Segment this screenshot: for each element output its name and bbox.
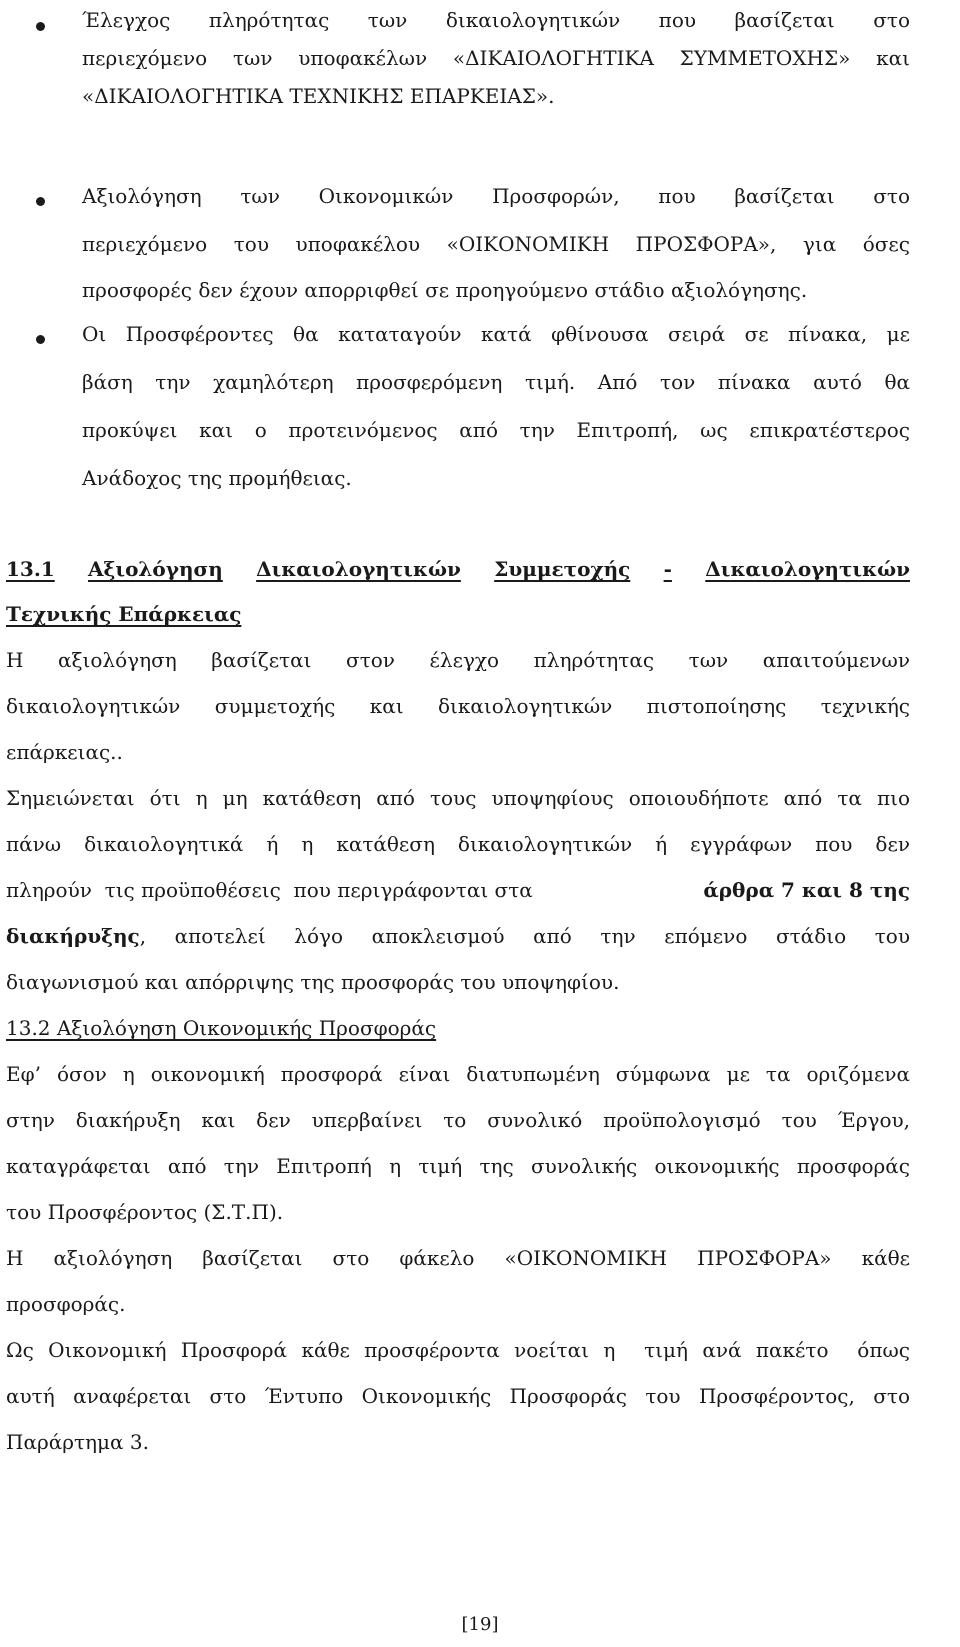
section-13-1-para-2-line-3: [6, 866, 910, 914]
section-13-2-para-1-line-3: καταγράφεται από την Επιτροπή η τιμή της συνολικής οικονομικής προσφοράς: [6, 1154, 910, 1178]
heading-dash: -: [663, 557, 672, 581]
heading-word: Αξιολόγηση: [88, 557, 223, 581]
section-13-2-para-3-line-2: αυτή αναφέρεται στο Έντυπο Οικονομικής Προσφοράς του Προσφέροντος, στο: [6, 1384, 910, 1408]
section-13-2-heading: 13.2 Αξιολόγηση Οικονομικής Προσφοράς: [6, 1016, 437, 1040]
heading-word: Συμμετοχής: [494, 557, 631, 581]
text-run: πληρούν τις προϋποθέσεις που περιγράφονται στα: [6, 878, 533, 902]
bullet-2-line-1: Αξιολόγηση των Οικονομικών Προσφορών, που βασίζεται στο: [82, 184, 910, 208]
bullet-dot-icon: [36, 335, 45, 344]
bullet-1-line-2: περιεχόμενο των υποφακέλων «ΔΙΚΑΙΟΛΟΓΗΤΙΚΑ ΣΥΜΜΕΤΟΧΗΣ» και: [82, 46, 910, 70]
section-13-2-para-3-line-3: Παράρτημα 3.: [6, 1430, 149, 1454]
section-number: 13.1: [6, 557, 55, 581]
bullet-3-line-3: προκύψει και ο προτεινόμενος από την Επιτροπή, ως επικρατέστερος: [82, 418, 910, 442]
section-13-1-para-2-line-5: διαγωνισμού και απόρριψης της προσφοράς του υποψηφίου.: [6, 970, 620, 994]
bullet-2-line-3: προσφορές δεν έχουν απορριφθεί σε προηγούμενο στάδιο αξιολόγησης.: [82, 278, 808, 302]
section-13-2-para-2-line-2: προσφοράς.: [6, 1292, 126, 1316]
section-13-2-para-3-line-1: Ως Οικονομική Προσφορά κάθε προσφέροντα νοείται η τιμή ανά πακέτο όπως: [6, 1338, 910, 1362]
bullet-3-line-2: βάση την χαμηλότερη προσφερόμενη τιμή. Από τον πίνακα αυτό θα: [82, 370, 910, 394]
section-13-1-para-2-line-1: Σημειώνεται ότι η μη κατάθεση από τους υποψηφίους οποιουδήποτε από τα πιο: [6, 786, 910, 810]
section-13-2-para-2-line-1: Η αξιολόγηση βασίζεται στο φάκελο «ΟΙΚΟΝΟΜΙΚΗ ΠΡΟΣΦΟΡΑ» κάθε: [6, 1246, 910, 1270]
section-13-2-para-1-line-1: Εφ’ όσον η οικονομική προσφορά είναι διατυπωμένη σύμφωνα με τα οριζόμενα: [6, 1062, 910, 1086]
section-13-1-para-1-line-3: επάρκειας..: [6, 740, 123, 764]
section-13-1-para-1-line-1: Η αξιολόγηση βασίζεται στον έλεγχο πληρότητας των απαιτούμενων: [6, 648, 910, 672]
bullet-dot-icon: [36, 197, 45, 206]
section-13-1-para-2-line-2: πάνω δικαιολογητικά ή η κατάθεση δικαιολογητικών ή εγγράφων που δεν: [6, 832, 910, 856]
text-run-bold: διακήρυξης: [6, 924, 140, 948]
section-13-1-heading-line-1: [6, 545, 910, 593]
heading-word: Δικαιολογητικών: [256, 557, 461, 581]
section-13-2-para-1-line-2: στην διακήρυξη και δεν υπερβαίνει το συνολικό προϋπολογισμό του Έργου,: [6, 1108, 910, 1132]
section-13-1-para-2-line-4: [6, 912, 910, 960]
bullet-1-line-1: Έλεγχος πληρότητας των δικαιολογητικών που βασίζεται στο: [82, 8, 910, 32]
bullet-2-line-2: περιεχόμενο του υποφακέλου «ΟΙΚΟΝΟΜΙΚΗ ΠΡΟΣΦΟΡΑ», για όσες: [82, 232, 910, 256]
section-13-1-heading-line-2: Τεχνικής Επάρκειας: [6, 602, 242, 626]
text-run: , αποτελεί λόγο αποκλεισμού από την επόμενο στάδιο του: [139, 924, 910, 948]
bullet-3-line-4: Ανάδοχος της προμήθειας.: [82, 466, 352, 490]
text-run-bold: άρθρα 7 και 8 της: [703, 878, 910, 902]
section-13-2-para-1-line-4: του Προσφέροντος (Σ.Τ.Π).: [6, 1200, 284, 1224]
bullet-dot-icon: [36, 22, 45, 31]
heading-word: Δικαιολογητικών: [705, 557, 910, 581]
page-number: [19]: [461, 1614, 499, 1635]
bullet-3-line-1: Οι Προσφέροντες θα καταταγούν κατά φθίνουσα σειρά σε πίνακα, με: [82, 322, 910, 346]
section-13-1-para-1-line-2: δικαιολογητικών συμμετοχής και δικαιολογητικών πιστοποίησης τεχνικής: [6, 694, 910, 718]
bullet-1-line-3: «ΔΙΚΑΙΟΛΟΓΗΤΙΚΑ ΤΕΧΝΙΚΗΣ ΕΠΑΡΚΕΙΑΣ».: [82, 84, 555, 108]
